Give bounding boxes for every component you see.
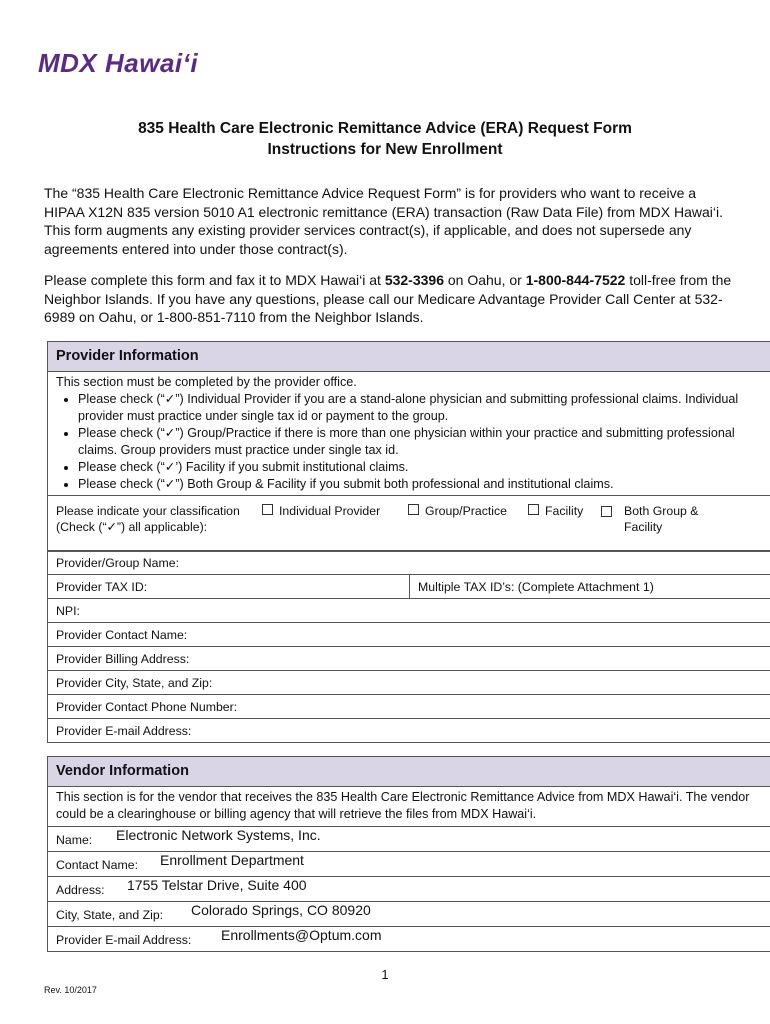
vendor-address-field[interactable] bbox=[48, 876, 770, 901]
both-group-facility-checkbox[interactable] bbox=[601, 506, 612, 517]
provider-section-intro: This section must be completed by the provider office. bbox=[56, 375, 357, 389]
vendor-contact-name-value: Enrollment Department bbox=[160, 852, 304, 868]
contact-paragraph bbox=[44, 271, 734, 327]
form-title: 835 Health Care Electronic Remittance Advice (ERA) Request Form bbox=[138, 120, 632, 137]
provider-information-section bbox=[47, 341, 770, 743]
classification-label-line2: (Check (“✓”) all applicable): bbox=[56, 520, 208, 534]
provider-billing-address-field[interactable]: Provider Billing Address: bbox=[48, 646, 770, 670]
facility-label: Facility bbox=[545, 504, 584, 518]
classification-row bbox=[48, 495, 770, 550]
individual-provider-option[interactable] bbox=[262, 503, 380, 519]
vendor-city-state-zip-value: Colorado Springs, CO 80920 bbox=[191, 902, 371, 918]
classification-label bbox=[56, 503, 256, 535]
revision-date: Rev. 10/2017 bbox=[44, 985, 97, 995]
provider-instructions-list bbox=[56, 391, 762, 493]
group-practice-label: Group/Practice bbox=[425, 504, 508, 518]
both-label-line1: Both Group & bbox=[624, 504, 699, 518]
vendor-section-intro: This section is for the vendor that receives the 835 Health Care Electronic Remittance Advice from MDX Hawai‘i. The vendor could be a clearinghouse or billing agency that will retrieve the files from MDX Hawai‘i. bbox=[56, 790, 750, 821]
instruction-group: • Please check (“✓”) Group/Practice if there is more than one physician within your practice and submitting professional claims. Group providers must practice under single tax id. bbox=[78, 425, 762, 459]
intro-paragraph: The “835 Health Care Electronic Remittance Advice Request Form” is for providers who want to receive a HIPAA X12N 835 version 5010 A1 electronic remittance (ERA) transaction (Raw Data File) from MDX Hawai‘i. This form augments any existing provider services contract(s), if applicable, and does not supersede any agreements entered into under those contract(s). bbox=[44, 185, 724, 257]
vendor-city-state-zip-label: City, State, and Zip: bbox=[56, 908, 164, 922]
provider-section-heading: Provider Information bbox=[48, 342, 770, 372]
vendor-email-field[interactable] bbox=[48, 926, 770, 951]
vendor-address-label: Address: bbox=[56, 883, 105, 897]
individual-provider-label: Individual Provider bbox=[279, 504, 381, 518]
vendor-email-label: Provider E-mail Address: bbox=[56, 933, 192, 947]
both-label-line2: Facility bbox=[624, 520, 663, 534]
provider-instructions bbox=[48, 372, 770, 495]
individual-provider-checkbox[interactable] bbox=[262, 504, 273, 515]
group-practice-option[interactable] bbox=[408, 503, 507, 519]
provider-contact-phone-field[interactable]: Provider Contact Phone Number: bbox=[48, 694, 770, 718]
instruction-both: • Please check (“✓”) Both Group & Facility if you submit both professional and institutional claims. bbox=[78, 476, 762, 493]
mdx-hawaii-logo: MDX Hawai‘i bbox=[38, 48, 199, 78]
both-group-facility-option[interactable] bbox=[601, 503, 699, 535]
npi-field[interactable]: NPI: bbox=[48, 598, 770, 622]
vendor-name-field[interactable] bbox=[48, 826, 770, 851]
contact-text-2: on Oahu, or bbox=[443, 272, 526, 288]
classification-label-line1: Please indicate your classification bbox=[56, 504, 240, 518]
vendor-name-label: Name: bbox=[56, 833, 93, 847]
instruction-facility: • Please check (“✓’) Facility if you submit institutional claims. bbox=[78, 459, 762, 476]
instruction-individual: • Please check (“✓”) Individual Provider if you are a stand-alone physician and submitting professional claims. Individual provider must practice under single tax id or payment to the group. bbox=[78, 391, 762, 425]
provider-city-state-zip-field[interactable]: Provider City, State, and Zip: bbox=[48, 670, 770, 694]
provider-tax-id-field[interactable]: Provider TAX ID: bbox=[48, 575, 410, 598]
provider-group-name-field[interactable]: Provider/Group Name: bbox=[48, 550, 770, 574]
vendor-information-section bbox=[47, 756, 770, 952]
vendor-email-value: Enrollments@Optum.com bbox=[221, 927, 382, 943]
fax-number: 532-3396 bbox=[384, 272, 444, 288]
multiple-tax-ids-field[interactable]: Multiple TAX ID’s: (Complete Attachment 1) bbox=[418, 579, 654, 594]
provider-contact-name-field[interactable]: Provider Contact Name: bbox=[48, 622, 770, 646]
vendor-address-value: 1755 Telstar Drive, Suite 400 bbox=[127, 877, 307, 893]
vendor-section-heading: Vendor Information bbox=[48, 757, 770, 787]
tax-id-row bbox=[48, 574, 770, 598]
vendor-contact-name-label: Contact Name: bbox=[56, 858, 139, 872]
facility-checkbox[interactable] bbox=[528, 504, 539, 515]
contact-text-1: Please complete this form and fax it to MDX Hawai‘i at bbox=[44, 272, 385, 288]
contact-text-3: toll-free from the Neighbor Islands. If you have any questions, please call our Medicare Advantage Provider Call Center at 532-6989 on Oahu, or 1-800-851-7110 from the Neighbor Islands. bbox=[44, 272, 732, 325]
page-number: 1 bbox=[381, 967, 389, 982]
vendor-contact-name-field[interactable] bbox=[48, 851, 770, 876]
vendor-name-value: Electronic Network Systems, Inc. bbox=[116, 827, 321, 843]
facility-option[interactable] bbox=[528, 503, 583, 519]
group-practice-checkbox[interactable] bbox=[408, 504, 419, 515]
toll-free-number: 1-800-844-7522 bbox=[525, 272, 626, 288]
provider-email-field[interactable]: Provider E-mail Address: bbox=[48, 718, 770, 742]
form-subtitle: Instructions for New Enrollment bbox=[267, 141, 503, 158]
vendor-city-state-zip-field[interactable] bbox=[48, 901, 770, 926]
